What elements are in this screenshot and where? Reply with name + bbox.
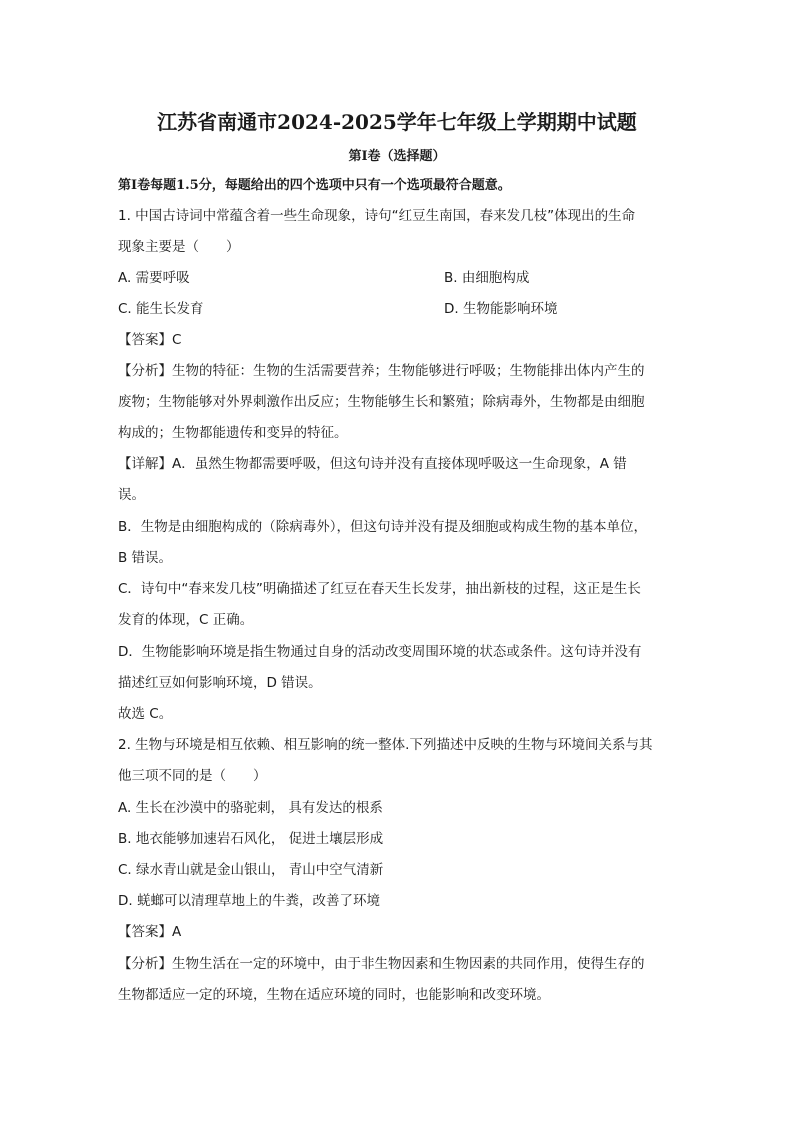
- q1-option-c: C. 能生长发育: [118, 301, 204, 317]
- q1-analysis-line2: 废物；生物能够对外界刺激作出反应；生物能够生长和繁殖；除病毒外，生物都是由细胞: [118, 394, 645, 410]
- q2-option-b: B. 地衣能够加速岩石风化， 促进土壤层形成: [118, 831, 384, 847]
- section-subtitle: 第Ⅰ卷（选择题）: [348, 149, 446, 164]
- q1-option-b: B. 由细胞构成: [444, 270, 530, 286]
- q1-detail-line3: B．生物是由细胞构成的（除病毒外），但这句诗并没有提及细胞或构成生物的基本单位，: [118, 519, 648, 535]
- q1-option-d: D. 生物能影响环境: [444, 301, 558, 317]
- q1-detail-line6: 发育的体现，C 正确。: [118, 612, 254, 628]
- q2-option-d: D. 蜣螂可以清理草地上的牛粪，改善了环境: [118, 893, 380, 909]
- q1-conclusion: 故选 C。: [118, 706, 173, 722]
- q2-option-c: C. 绿水青山就是金山银山， 青山中空气清新: [118, 862, 384, 878]
- page-title: 江苏省南通市2024-2025学年七年级上学期期中试题: [157, 110, 637, 134]
- q1-detail-line1: 【详解】A．虽然生物都需要呼吸，但这句诗并没有直接体现呼吸这一生命现象，A 错: [118, 456, 627, 472]
- q1-detail-line7: D．生物能影响环境是指生物通过自身的活动改变周围环境的状态或条件。这句诗并没有: [118, 644, 642, 660]
- q1-detail-line8: 描述红豆如何影响环境，D 错误。: [118, 675, 322, 691]
- q2-analysis-line1: 【分析】生物生活在一定的环境中，由于非生物因素和生物因素的共同作用，使得生存的: [118, 956, 645, 972]
- instructions: 第Ⅰ卷每题1.5分，每题给出的四个选项中只有一个选项最符合题意。: [118, 178, 511, 193]
- q1-option-a: A. 需要呼吸: [118, 270, 190, 286]
- q1-stem-line2: 现象主要是（ ）: [118, 239, 240, 255]
- q1-stem-line1: 1. 中国古诗词中常蕴含着一些生命现象，诗句“红豆生南国，春来发几枝”体现出的生命: [118, 208, 636, 224]
- q1-detail-line5: C．诗句中“春来发几枝”明确描述了红豆在春天生长发芽，抽出新枝的过程，这正是生长: [118, 581, 641, 597]
- q2-stem-line1: 2. 生物与环境是相互依赖、相互影响的统一整体.下列描述中反映的生物与环境间关系与其: [118, 737, 653, 753]
- q1-detail-line2: 误。: [118, 487, 145, 503]
- q1-analysis-line1: 【分析】生物的特征：生物的生活需要营养；生物能够进行呼吸；生物能排出体内产生的: [118, 363, 645, 379]
- q1-answer: 【答案】C: [118, 332, 182, 348]
- q2-answer: 【答案】A: [118, 924, 182, 940]
- q1-analysis-line3: 构成的；生物都能遗传和变异的特征。: [118, 425, 348, 441]
- q2-analysis-line2: 生物都适应一定的环境，生物在适应环境的同时，也能影响和改变环境。: [118, 987, 550, 1003]
- q2-option-a: A. 生长在沙漠中的骆驼刺， 具有发达的根系: [118, 800, 383, 816]
- q2-stem-line2: 他三项不同的是（ ）: [118, 768, 267, 784]
- q1-detail-line4: B 错误。: [118, 550, 173, 566]
